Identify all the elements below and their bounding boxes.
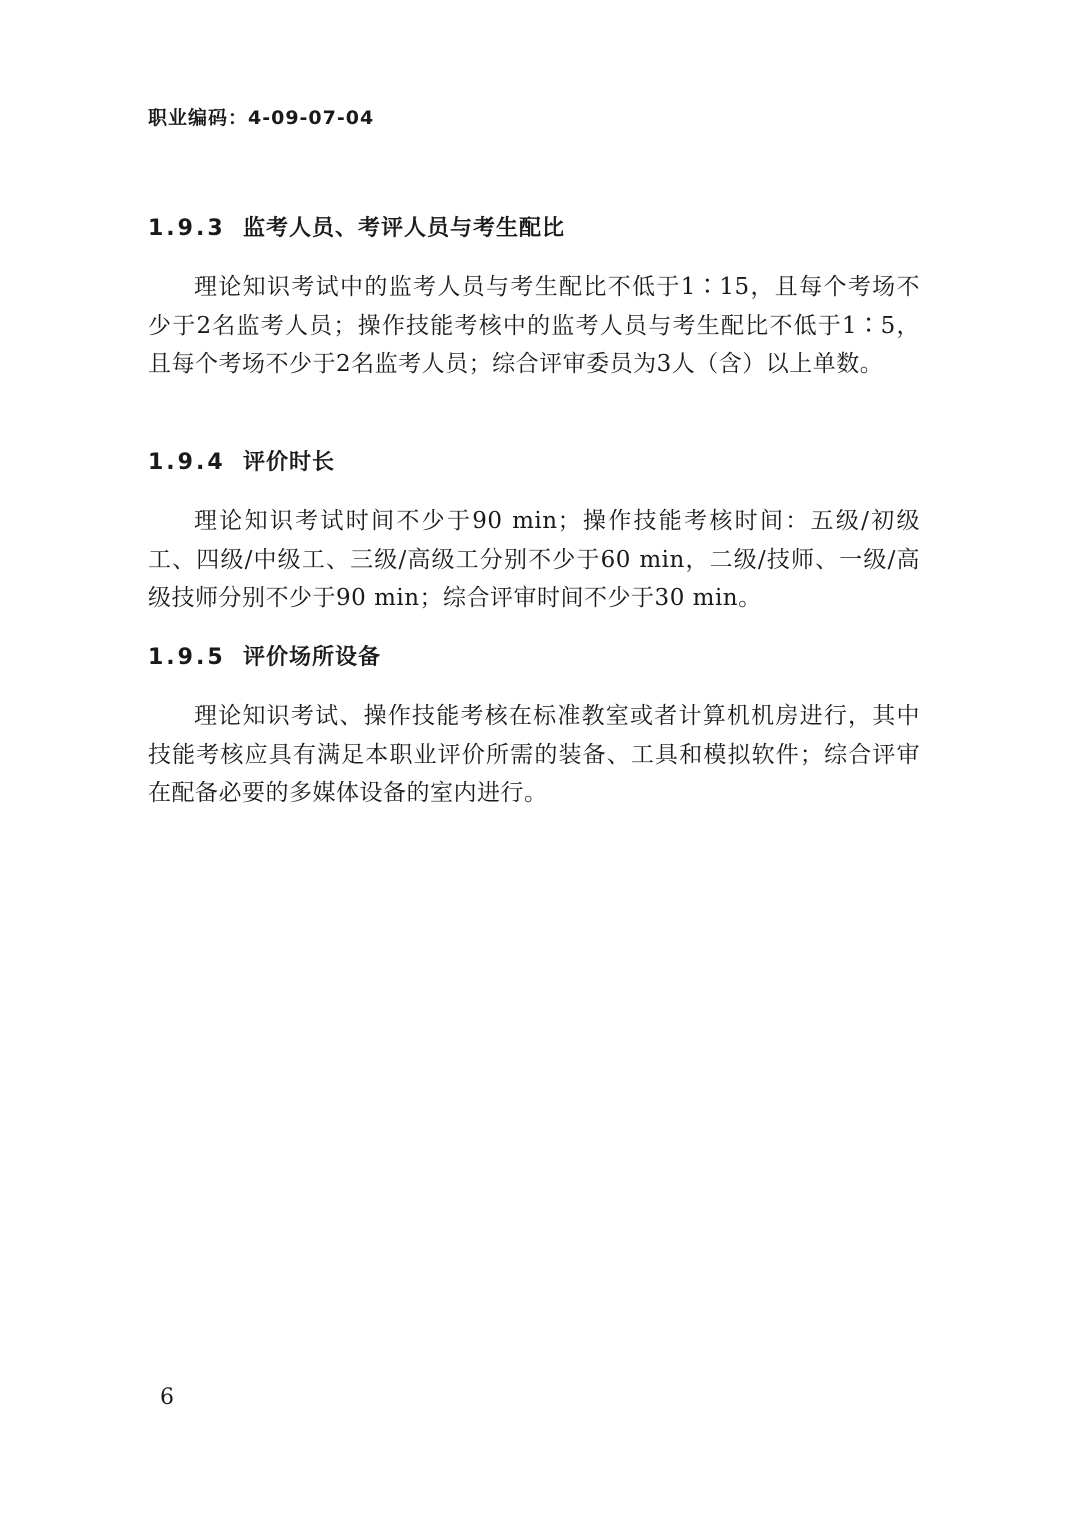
page-number: 6 bbox=[160, 1385, 174, 1410]
section-heading bbox=[148, 212, 920, 246]
occupation-code: 职业编码：4-09-07-04 bbox=[148, 107, 375, 129]
section-heading bbox=[148, 446, 920, 480]
section-title: 评价场所设备 bbox=[243, 645, 382, 670]
section-number: 1.9.4 bbox=[148, 450, 226, 475]
section-number: 1.9.5 bbox=[148, 645, 226, 670]
section-heading bbox=[148, 641, 920, 675]
section-number: 1.9.3 bbox=[148, 216, 226, 241]
section-1-9-4 bbox=[148, 446, 920, 618]
section-title: 评价时长 bbox=[243, 450, 336, 475]
section-1-9-3 bbox=[148, 212, 920, 384]
section-body: 理论知识考试、操作技能考核在标准教室或者计算机机房进行，其中技能考核应具有满足本职业评价所需的装备、工具和模拟软件；综合评审在配备必要的多媒体设备的室内进行。 bbox=[148, 703, 920, 806]
section-1-9-5 bbox=[148, 641, 920, 813]
section-body: 理论知识考试时间不少于90 min；操作技能考核时间：五级/初级工、四级/中级工、三级/高级工分别不少于60 min，二级/技师、一级/高级技师分别不少于90 min；综合评审时间不少于30 min。 bbox=[148, 508, 920, 611]
section-title: 监考人员、考评人员与考生配比 bbox=[243, 216, 566, 241]
section-body: 理论知识考试中的监考人员与考生配比不低于1∶15，且每个考场不少于2名监考人员；操作技能考核中的监考人员与考生配比不低于1∶5，且每个考场不少于2名监考人员；综合评审委员为3人（含）以上单数。 bbox=[148, 274, 920, 377]
